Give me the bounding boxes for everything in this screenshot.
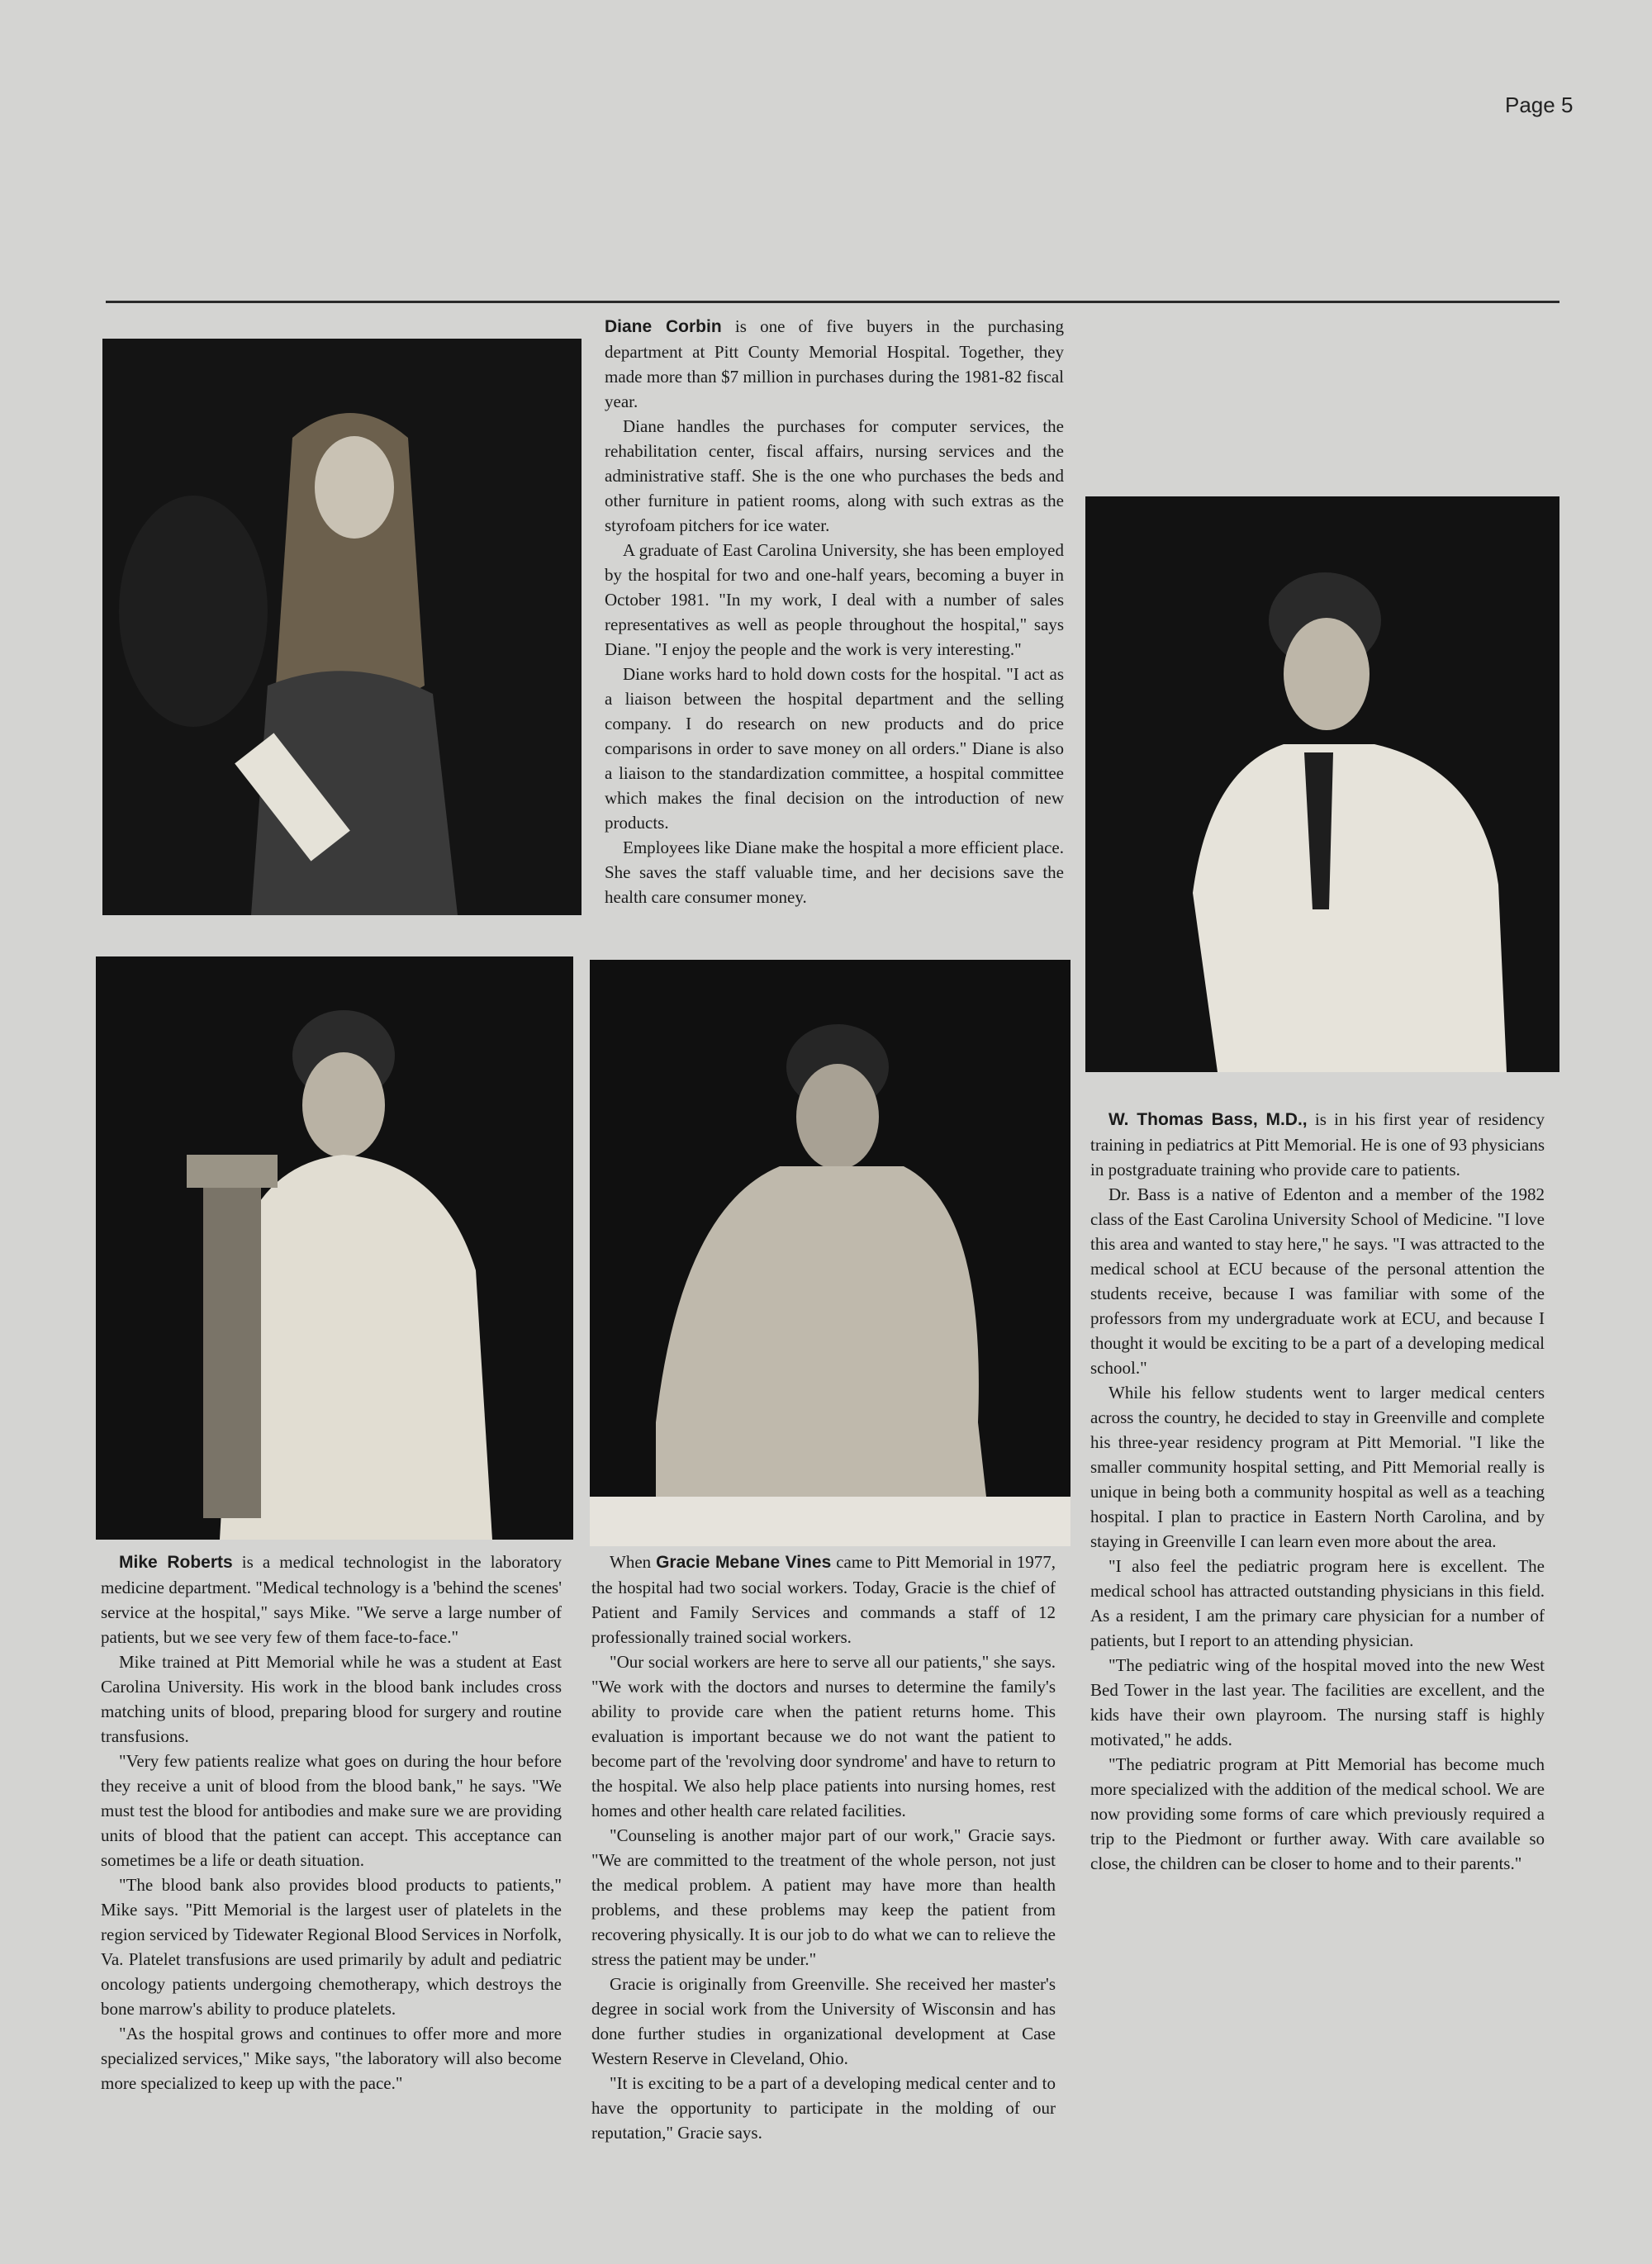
gracie-vines-photo (590, 960, 1070, 1546)
gracie-vines-article (591, 1550, 1056, 2145)
mike-roberts-photo (96, 956, 573, 1540)
paragraph: Gracie is originally from Greenville. She received her master's degree in social work from the University of Wisconsin and has done further studies in organizational development at Case Western Reserve in Cleveland, Ohio. (591, 1974, 1056, 2068)
paragraph: "The pediatric wing of the hospital moved into the new West Bed Tower in the last year. The facilities are excellent, and the kids have their own playroom. The nursing staff is highly motivated," he adds. (1090, 1655, 1545, 1749)
thomas-bass-photo (1085, 496, 1559, 1072)
paragraph (605, 314, 1064, 414)
paragraph: "I also feel the pediatric program here is excellent. The medical school has attracted outstanding physicians in this field. As a resident, I am the primary care physician for a number of patients, but I report to an attending physician. (1090, 1556, 1545, 1650)
paragraph-text: came to Pitt Memorial in 1977, the hospital had two social workers. Today, Gracie is the chief of Patient and Family Services and commands a staff of 12 professionally trained social workers. (591, 1552, 1056, 1647)
paragraph: Diane handles the purchases for computer services, the rehabilitation center, fiscal affairs, nursing services and the administrative staff. She is the one who purchases the beds and other furniture in patient rooms, along with such extras as the styrofoam pitchers for ice water. (605, 416, 1064, 535)
paragraph: "Counseling is another major part of our work," Gracie says. "We are committed to the treatment of the whole person, not just the medical problem. A patient may have more than health problems, and these problems may keep the patient from recovering physically. It is our job to do what we can to relieve the stress the patient may be under." (591, 1825, 1056, 1969)
header-rule (106, 301, 1559, 303)
paragraph (1090, 1107, 1545, 1182)
person-name: Diane Corbin (605, 317, 722, 336)
portrait-image (590, 960, 1070, 1546)
paragraph-text: is in his first year of residency training in pediatrics at Pitt Memorial. He is one of 93 physicians in postgraduate training who provide care to patients. (1090, 1109, 1545, 1179)
paragraph: A graduate of East Carolina University, she has been employed by the hospital for two and one-half years, becoming a buyer in October 1981. "In my work, I deal with a number of sales representatives as well as people throughout the hospital," says Diane. "I enjoy the people and the work is very interesting." (605, 540, 1064, 659)
paragraph-text: is one of five buyers in the purchasing department at Pitt County Memorial Hospital. Together, they made more than $7 million in purchases during the 1981-82 fiscal year. (605, 316, 1064, 411)
paragraph: Dr. Bass is a native of Edenton and a member of the 1982 class of the East Carolina University School of Medicine. "I love this area and wanted to stay here," he says. "I was attracted to the medical school at ECU because of the personal attention the students receive, because I was familiar with some of the professors from my undergraduate work at ECU, and because I thought it would be exciting to be a part of a developing medical school." (1090, 1184, 1545, 1378)
paragraph (101, 1550, 562, 1649)
paragraph-text: is a medical technologist in the laboratory medicine department. "Medical technology is a 'behind the scenes' service at the hospital," says Mike. "We serve a large number of patients, but we see very few of them face-to-face." (101, 1552, 562, 1647)
paragraph: "Very few patients realize what goes on during the hour before they receive a unit of blood from the blood bank," he says. "We must test the blood for antibodies and make sure we are providing units of blood that the patient can accept. This acceptance can sometimes be a life or death situation. (101, 1751, 562, 1870)
portrait-image (102, 339, 582, 915)
portrait-image (1085, 496, 1559, 1072)
person-name: Mike Roberts (119, 1553, 233, 1572)
paragraph (591, 1550, 1056, 1649)
paragraph: Employees like Diane make the hospital a more efficient place. She saves the staff valuable time, and her decisions save the health care consumer money. (605, 838, 1064, 907)
paragraph: "The pediatric program at Pitt Memorial has become much more specialized with the addition of the medical school. We are now providing some forms of care which previously required a trip to the Piedmont or further away. With care available so close, the children can be closer to home and to their parents." (1090, 1754, 1545, 1873)
diane-corbin-photo (102, 339, 582, 915)
paragraph: "The blood bank also provides blood products to patients," Mike says. "Pitt Memorial is the largest user of platelets in the region serviced by Tidewater Regional Blood Services in Norfolk, Va. Platelet transfusions are used primarily by adult and pediatric oncology patients undergoing chemotherapy, which destroys the bone marrow's ability to produce platelets. (101, 1875, 562, 2019)
paragraph: "As the hospital grows and continues to offer more and more specialized services," Mike says, "the laboratory will also become more specialized to keep up with the pace." (101, 2024, 562, 2093)
paragraph: "It is exciting to be a part of a developing medical center and to have the opportunity to participate in the molding of our reputation," Gracie says. (591, 2073, 1056, 2143)
diane-corbin-article (605, 314, 1064, 909)
portrait-image (96, 956, 573, 1540)
mike-roberts-article (101, 1550, 562, 2096)
person-name: Gracie Mebane Vines (656, 1553, 832, 1572)
page-number: Page 5 (1505, 93, 1574, 117)
paragraph: While his fellow students went to larger medical centers across the country, he decided to stay in Greenville and complete his three-year residency program at Pitt Memorial. "I like the smaller community hospital setting, and Pitt Memorial really is unique in being both a community hospital as well as a teaching hospital. I plan to practice in Eastern North Carolina, and by staying in Greenville I can learn even more about the area. (1090, 1383, 1545, 1551)
paragraph: "Our social workers are here to serve all our patients," she says. "We work with the doctors and nurses to determine the family's ability to provide care when the patient returns home. This evaluation is important because we do not want the patient to become part of the 'revolving door syndrome' and have to return to the hospital. We also help place patients into nursing homes, rest homes and other health care related facilities. (591, 1652, 1056, 1820)
person-name: W. Thomas Bass, M.D., (1108, 1110, 1308, 1129)
thomas-bass-article (1090, 1107, 1545, 1876)
paragraph-text: When (610, 1552, 657, 1572)
paragraph: Mike trained at Pitt Memorial while he was a student at East Carolina University. His work in the blood bank includes cross matching units of blood, preparing blood for surgery and routine transfusions. (101, 1652, 562, 1746)
paragraph: Diane works hard to hold down costs for the hospital. "I act as a liaison between the hospital department and the selling company. I do research on new products and do price comparisons in order to save money on all orders." Diane is also a liaison to the standardization committee, a hospital committee which makes the final decision on the introduction of new products. (605, 664, 1064, 833)
